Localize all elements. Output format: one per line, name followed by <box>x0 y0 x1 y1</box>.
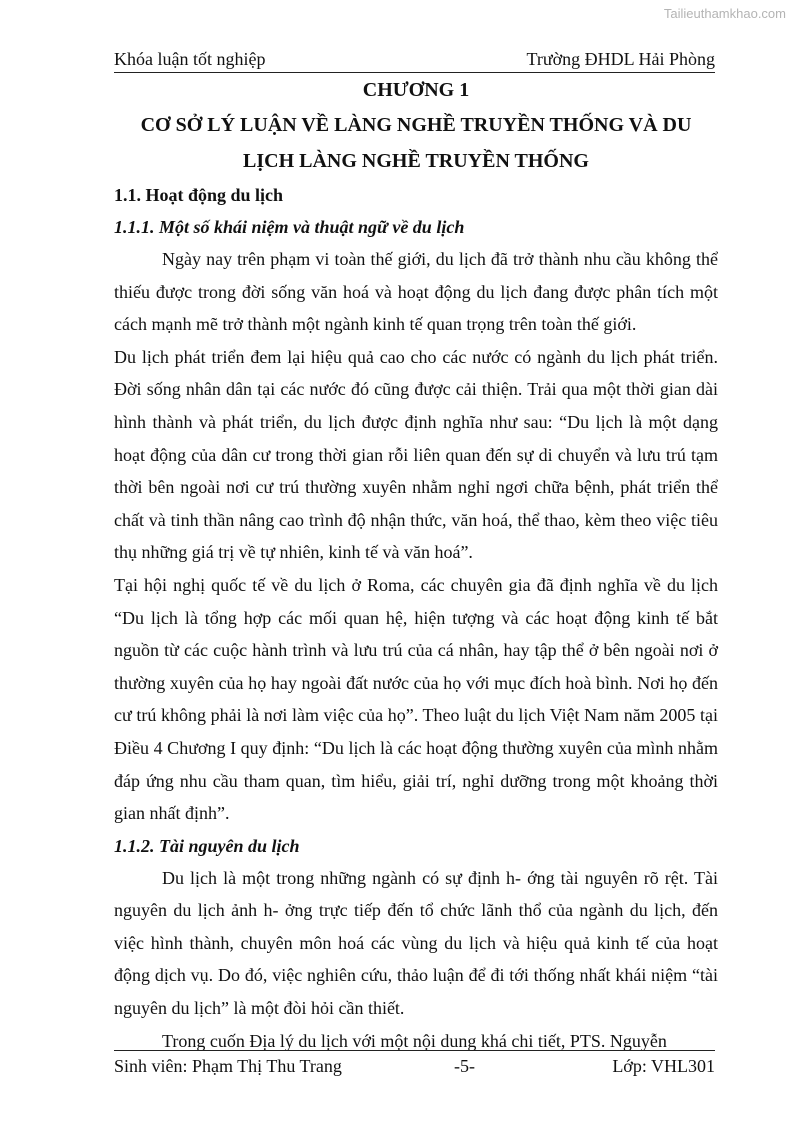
paragraph: Du lịch phát triển đem lại hiệu quả cao cho các nước có ngành du lịch phát triển. Đời sống nhân dân tại các nước đó cũng được cải thiện. Trải qua một thời gian dài hình thành và phát triển, du lịch được định nghĩa như sau: “Du lịch là một dạng hoạt động của dân cư trong thời gian rỗi liên quan đến sự di chuyển và lưu trú tạm thời bên ngoài nơi cư trú thường xuyên nhằm nghỉ ngơi chữa bệnh, phát triển thể chất và tinh thần nâng cao trình độ nhận thức, văn hoá, thể thao, kèm theo việc tiêu thụ những giá trị về tự nhiên, kinh tế và văn hoá”. <box>114 346 718 563</box>
chapter-title-line1: CƠ SỞ LÝ LUẬN VỀ LÀNG NGHỀ TRUYỀN THỐNG VÀ DU <box>140 114 692 136</box>
footer-class: Lớp: VHL301 <box>612 1056 715 1076</box>
paragraph: Ngày nay trên phạm vi toàn thế giới, du lịch đã trở thành nhu cầu không thể thiếu được trong đời sống văn hoá và hoạt động du lịch đang được phân tích một cách mạnh mẽ trở thành một ngành kinh tế quan trọng trên toàn thế giới. <box>114 249 718 335</box>
page-header <box>114 46 715 73</box>
paragraph: Du lịch là một trong những ngành có sự định h- ớng tài nguyên rõ rệt. Tài nguyên du lịch ảnh h- ởng trực tiếp đến tổ chức lãnh thổ của ngành du lịch, đến việc hình thành, chuyên môn hoá các vùng du lịch và hiệu quả kinh tế của hoạt động dịch vụ. Do đó, việc nghiên cứu, thảo luận để đi tới thống nhất khái niệm “tài nguyên du lịch” là một đòi hỏi cần thiết. <box>114 867 718 1019</box>
section-heading-1-1-1: 1.1.1. Một số khái niệm và thuật ngữ về du lịch <box>114 217 465 237</box>
footer-student: Sinh viên: Phạm Thị Thu Trang <box>114 1056 342 1076</box>
watermark: Tailieuthamkhao.com <box>663 6 786 21</box>
chapter-title-line2: LỊCH LÀNG NGHỀ TRUYỀN THỐNG <box>243 150 589 172</box>
header-right: Trường ĐHDL Hải Phòng <box>526 49 715 69</box>
page-footer <box>114 1050 715 1079</box>
paragraph: Trong cuốn Địa lý du lịch với một nội dung khá chi tiết, PTS. Nguyễn <box>162 1030 667 1051</box>
paragraph: Tại hội nghị quốc tế về du lịch ở Roma, các chuyên gia đã định nghĩa về du lịch “Du lịch là tổng hợp các mối quan hệ, hiện tượng và các hoạt động kinh tế bắt nguồn từ các cuộc hành trình và lưu trú của cá nhân, hay tập thể ở bên ngoài nơi ở thường xuyên của họ hay ngoài đất nước của họ với mục đích hoà bình. Nơi họ đến cư trú không phải là nơi làm việc của họ”. Theo luật du lịch Việt Nam năm 2005 tại Điều 4 Chương I quy định: “Du lịch là các hoạt động thường xuyên của mình nhằm đáp ứng nhu cầu tham quan, tìm hiểu, giải trí, nghỉ dưỡng trong một khoảng thời gian nhất định”. <box>114 574 718 824</box>
page-body <box>114 73 718 1057</box>
section-heading-1-1-2: 1.1.2. Tài nguyên du lịch <box>114 835 300 856</box>
header-left: Khóa luận tốt nghiệp <box>114 49 266 69</box>
chapter-number: CHƯƠNG 1 <box>362 79 470 101</box>
page-number: -5- <box>454 1056 475 1076</box>
section-heading-1-1: 1.1. Hoạt động du lịch <box>114 185 284 205</box>
